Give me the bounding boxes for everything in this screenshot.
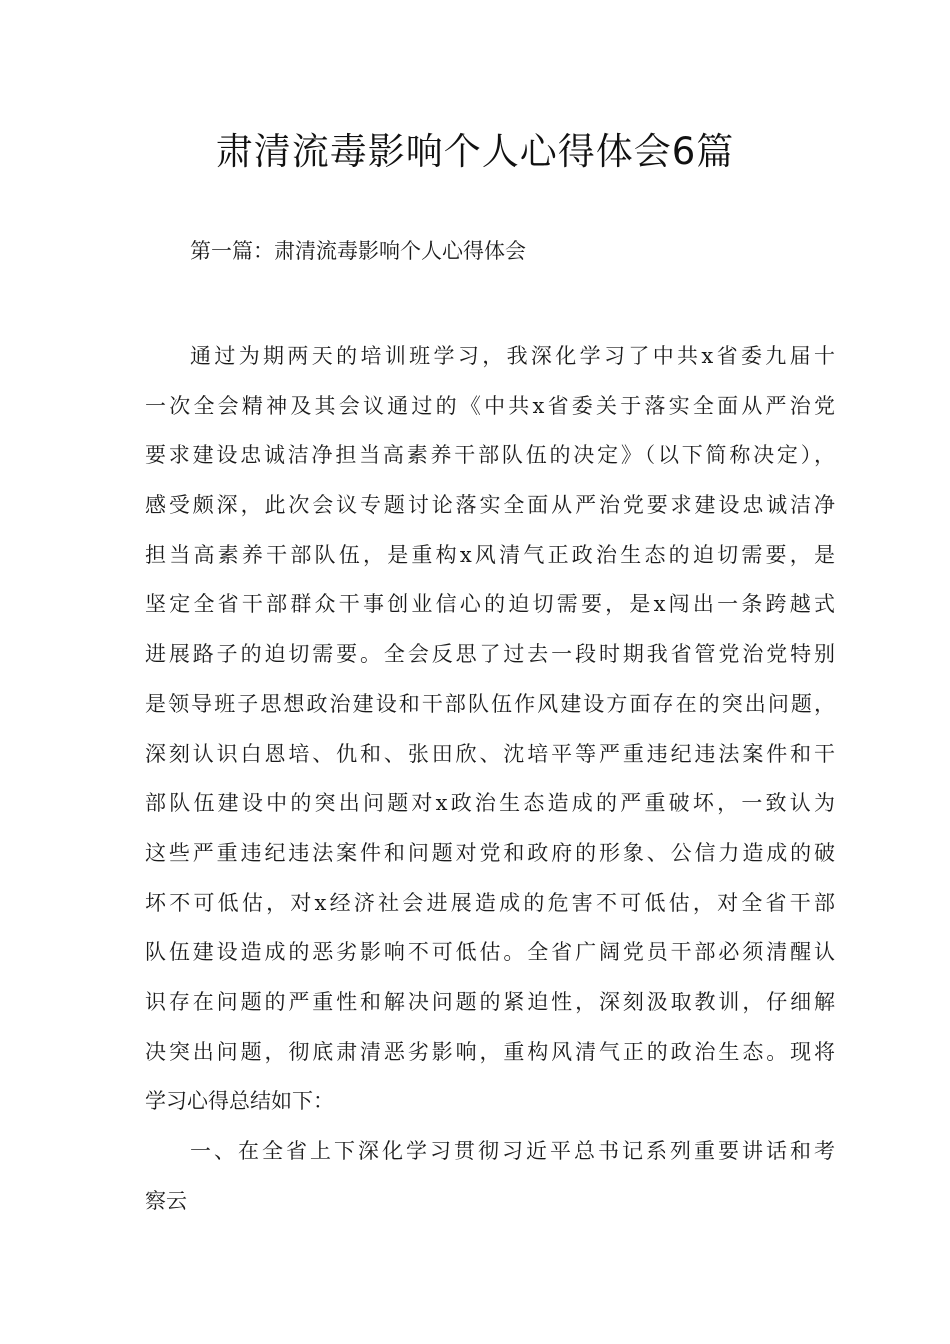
text-line: 学习心得总结如下： <box>145 1089 334 1114</box>
text-line: 进展路子的迫切需要。全会反思了过去一段时期我省管党治党特别 <box>145 642 835 667</box>
text-line: 决突出问题，彻底肃清恶劣影响，重构风清气正的政治生态。现将 <box>145 1039 835 1064</box>
text-line: 识存在问题的严重性和解决问题的紧迫性，深刻汲取教训，仔细解 <box>145 989 835 1014</box>
text-line: 担当高素养干部队伍，是重构x风清气正政治生态的迫切需要，是 <box>145 542 835 567</box>
section-subtitle: 第一篇：肃清流毒影响个人心得体会 <box>190 239 526 263</box>
text-line: 是领导班子思想政治建设和干部队伍作风建设方面存在的突出问题， <box>145 691 835 716</box>
document-title: 肃清流毒影响个人心得体会6篇 <box>215 130 735 173</box>
text-line: 要求建设忠诚洁净担当高素养干部队伍的决定》（以下简称决定）， <box>145 443 835 468</box>
paragraph-1 <box>145 332 835 1127</box>
text-line: 队伍建设造成的恶劣影响不可低估。全省广阔党员干部必须清醒认 <box>145 940 835 965</box>
text-line: 一、在全省上下深化学习贯彻习近平总书记系列重要讲话和考 <box>190 1139 835 1163</box>
text-line: 部队伍建设中的突出问题对x政治生态造成的严重破坏，一致认为 <box>145 791 835 816</box>
text-line: 深刻认识白恩培、仇和、张田欣、沈培平等严重违纪违法案件和干 <box>145 741 835 766</box>
paragraph-2 <box>145 1127 835 1226</box>
text-line: 感受颇深，此次会议专题讨论落实全面从严治党要求建设忠诚洁净 <box>145 493 835 518</box>
text-line: 坏不可低估，对x经济社会进展造成的危害不可低估，对全省干部 <box>145 890 835 915</box>
body-text <box>145 332 835 1226</box>
text-line: 一次全会精神及其会议通过的《中共x省委关于落实全面从严治党 <box>145 393 835 418</box>
text-line: 这些严重违纪违法案件和问题对党和政府的形象、公信力造成的破 <box>145 840 835 865</box>
text-line: 通过为期两天的培训班学习，我深化学习了中共x省委九届十 <box>190 344 835 368</box>
text-line: 坚定全省干部群众干事创业信心的迫切需要，是x闯出一条跨越式 <box>145 592 835 617</box>
text-line: 察云 <box>145 1188 187 1213</box>
